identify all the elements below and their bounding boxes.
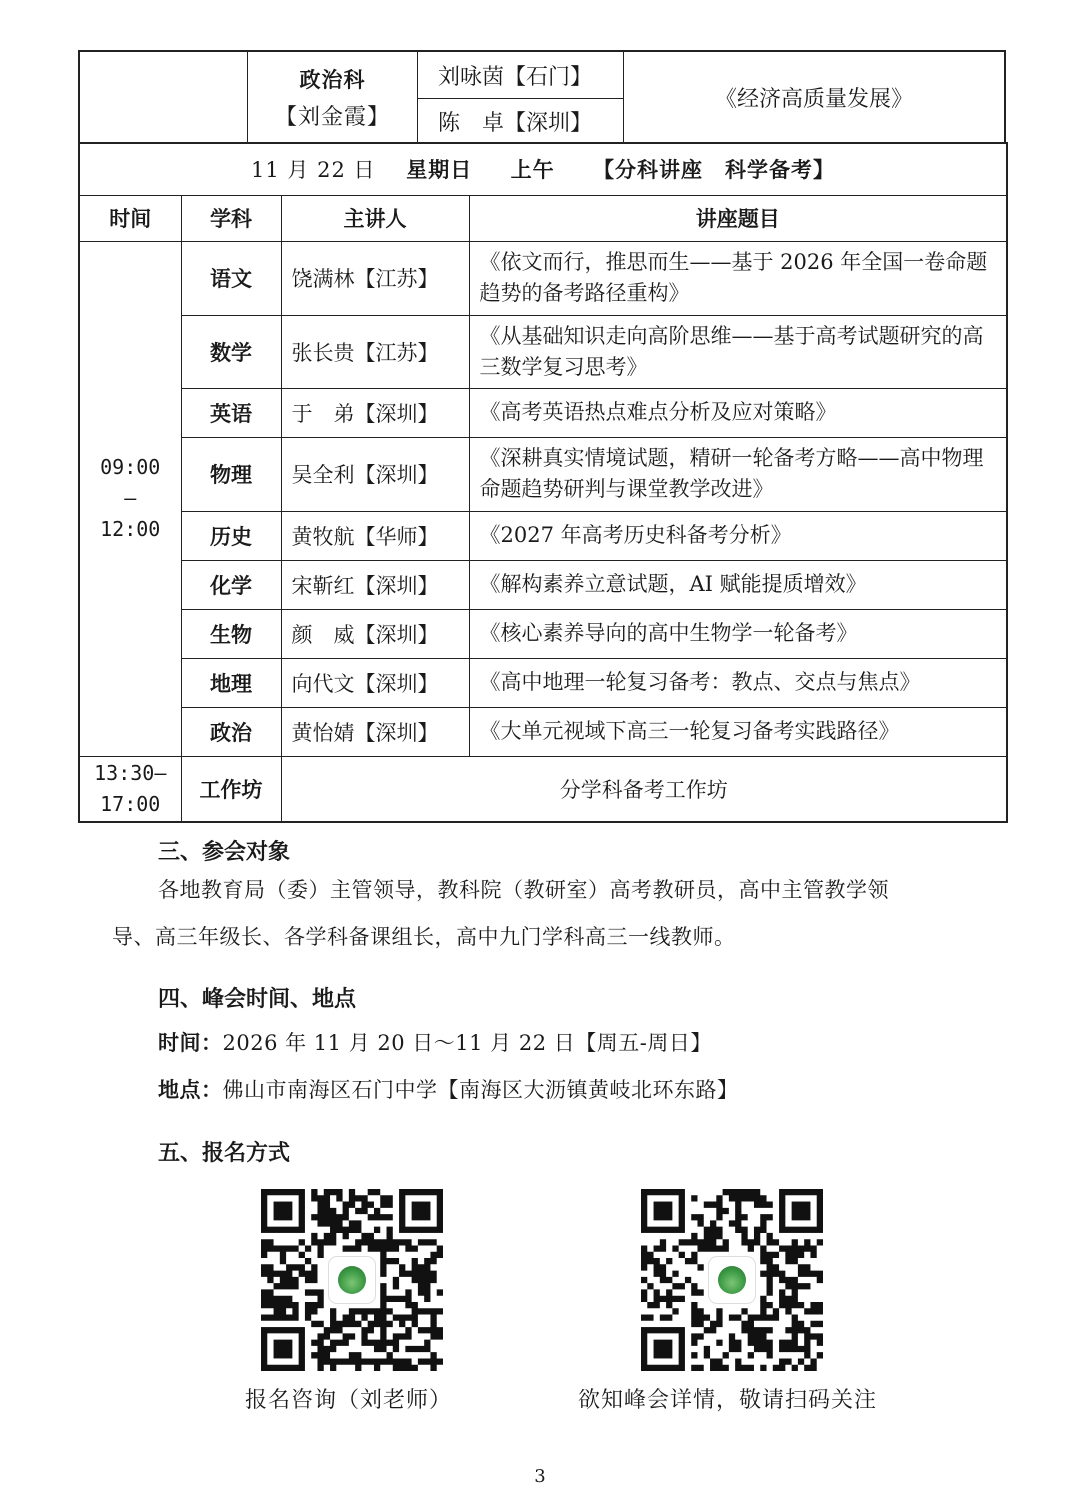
section5-heading: 五、报名方式 (158, 1140, 291, 1166)
subject-name: 政治科 (299, 66, 366, 92)
col-subject: 学科 (181, 195, 281, 241)
lecture-subject: 语文 (181, 241, 281, 315)
day-date: 11 月 22 日 (251, 158, 376, 183)
lecture-subject: 数学 (181, 315, 281, 388)
qr-logo-icon (328, 1256, 376, 1304)
table-row (79, 315, 1007, 388)
place-label: 地点： (158, 1077, 223, 1102)
lecture-title: 《深耕真实情境试题，精研一轮备考方略——高中物理命题趋势研判与课堂教学改进》 (469, 437, 1007, 511)
col-speaker: 主讲人 (281, 195, 469, 241)
lecture-title: 《核心素养导向的高中生物学一轮备考》 (469, 609, 1007, 658)
qr-left-caption: 报名咨询（刘老师） (245, 1388, 453, 1413)
lecture-subject: 物理 (181, 437, 281, 511)
column-header-row (79, 195, 1007, 241)
time-line (158, 1027, 712, 1057)
table-row (79, 560, 1007, 609)
time-value: 2026 年 11 月 20 日～11 月 22 日【周五-周日】 (222, 1031, 712, 1055)
topic-cell: 《经济高质量发展》 (714, 86, 913, 112)
time-label: 时间： (158, 1030, 223, 1055)
politics-overview-row (78, 50, 1006, 142)
qr-right-caption: 欲知峰会详情，敬请扫码关注 (578, 1388, 878, 1413)
schedule-table (78, 142, 1008, 823)
col-title: 讲座题目 (469, 195, 1007, 241)
page-number: 3 (534, 1466, 546, 1487)
table-row (79, 609, 1007, 658)
table-row (79, 388, 1007, 437)
day-weekday: 星期日 (406, 157, 473, 183)
lecture-speaker: 颜 威【深圳】 (281, 609, 469, 658)
lecture-speaker: 宋靳红【深圳】 (281, 560, 469, 609)
day-period: 上午 (510, 157, 555, 183)
afternoon-row (79, 756, 1007, 822)
table-row (79, 511, 1007, 560)
lecture-speaker: 张长贵【江苏】 (281, 315, 469, 388)
section4-heading: 四、峰会时间、地点 (158, 986, 357, 1012)
registration-qr-code[interactable] (261, 1189, 443, 1371)
workshop-content: 分学科备考工作坊 (281, 756, 1007, 822)
day-header (79, 143, 1007, 195)
day-header-row (79, 143, 1007, 195)
host-name: 【刘金霞】 (274, 104, 390, 130)
empty-cell (80, 52, 248, 142)
place-value: 佛山市南海区石门中学【南海区大沥镇黄岐北环东路】 (222, 1078, 739, 1102)
time-start: 09:00 (100, 455, 161, 479)
table-row (79, 707, 1007, 756)
lecture-speaker: 黄牧航【华师】 (281, 511, 469, 560)
afternoon-time-start: 13:30– (94, 760, 167, 785)
lecture-title: 《依文而行，推思而生——基于 2026 年全国一卷命题趋势的备考路径重构》 (469, 241, 1007, 315)
lecture-speaker: 吴全利【深圳】 (281, 437, 469, 511)
col-time: 时间 (79, 195, 181, 241)
place-line (158, 1074, 739, 1104)
table-row (79, 658, 1007, 707)
lecture-speaker: 饶满林【江苏】 (281, 241, 469, 315)
lecture-subject: 生物 (181, 609, 281, 658)
afternoon-time-cell (79, 756, 181, 822)
speaker-1: 刘咏茵【石门】 (438, 64, 593, 90)
table-row (79, 437, 1007, 511)
lecture-speaker: 向代文【深圳】 (281, 658, 469, 707)
table-row (79, 241, 1007, 315)
lecture-title: 《高考英语热点难点分析及应对策略》 (469, 388, 1007, 437)
section3-line1: 各地教育局（委）主管领导，教科院（教研室）高考教研员，高中主管教学领 (158, 878, 889, 902)
lecture-title: 《解构素养立意试题，AI 赋能提质增效》 (469, 560, 1007, 609)
morning-time-cell (79, 241, 181, 756)
follow-qr-code[interactable] (641, 1189, 823, 1371)
workshop-label: 工作坊 (181, 756, 281, 822)
section3-line2: 导、高三年级长、各学科备课组长，高中九门学科高三一线教师。 (112, 925, 736, 949)
qr-logo-icon (708, 1256, 756, 1304)
lecture-speaker: 黄怡婧【深圳】 (281, 707, 469, 756)
lecture-subject: 政治 (181, 707, 281, 756)
lecture-title: 《从基础知识走向高阶思维——基于高考试题研究的高三数学复习思考》 (469, 315, 1007, 388)
lecture-subject: 地理 (181, 658, 281, 707)
lecture-title: 《大单元视域下高三一轮复习备考实践路径》 (469, 707, 1007, 756)
lecture-title: 《2027 年高考历史科备考分析》 (469, 511, 1007, 560)
day-theme: 【分科讲座 科学备考】 (593, 157, 835, 183)
lecture-speaker: 于 弟【深圳】 (281, 388, 469, 437)
speakers-cell (418, 52, 624, 142)
section3-heading: 三、参会对象 (158, 839, 291, 865)
subject-cell (248, 52, 418, 142)
time-end: 12:00 (100, 517, 161, 541)
lecture-subject: 化学 (181, 560, 281, 609)
lecture-title: 《高中地理一轮复习备考：教点、交点与焦点》 (469, 658, 1007, 707)
lecture-subject: 历史 (181, 511, 281, 560)
afternoon-time-end: 17:00 (100, 791, 161, 816)
speaker-2: 陈 卓【深圳】 (418, 98, 623, 144)
lecture-subject: 英语 (181, 388, 281, 437)
time-separator: – (124, 486, 137, 510)
